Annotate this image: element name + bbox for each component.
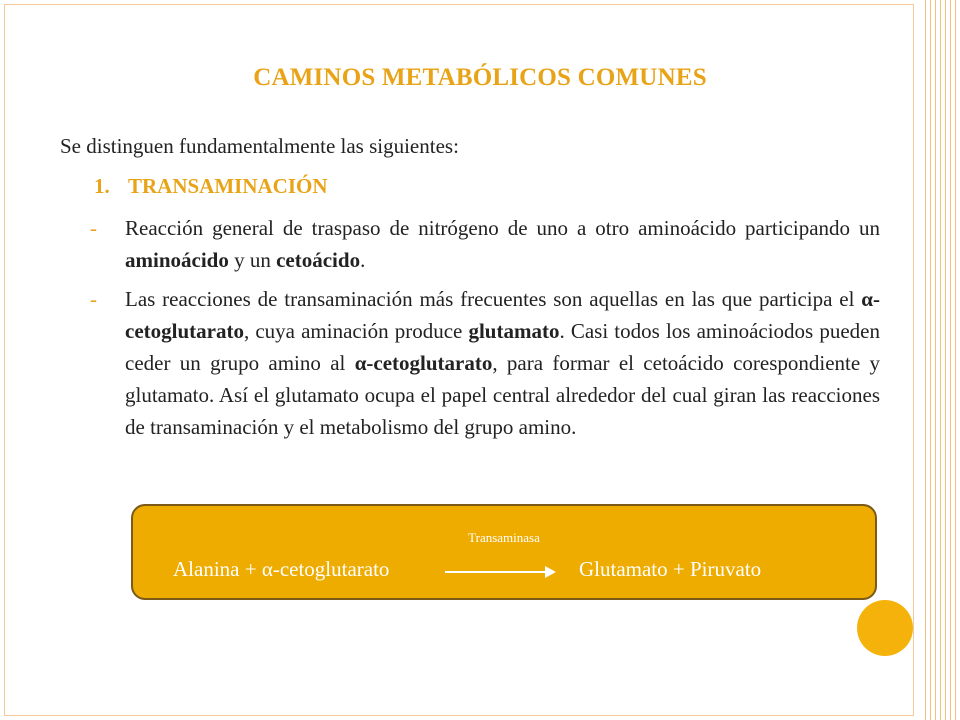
intro-text: Se distinguen fundamentalmente las siguientes: xyxy=(60,134,459,158)
slide-title: CAMINOS METABÓLICOS COMUNES xyxy=(253,64,707,91)
section-title: TRANSAMINACIÓN xyxy=(128,174,328,198)
section-number: 1. xyxy=(94,174,110,198)
bullet-dash: - xyxy=(90,216,97,240)
bullet-item xyxy=(90,283,880,443)
reactants-text: Alanina + α-cetoglutarato xyxy=(173,557,390,581)
term-aminoacido: aminoácido xyxy=(125,248,229,272)
reaction-box xyxy=(131,504,877,600)
decorative-stripes xyxy=(918,0,960,720)
reaction-arrow-icon xyxy=(445,562,557,582)
enzyme-label: Transaminasa xyxy=(468,530,540,545)
products-text: Glutamato + Piruvato xyxy=(579,557,762,581)
term-glutamato: glutamato xyxy=(468,319,560,343)
decorative-circle xyxy=(857,600,913,656)
term-alfa-cetoglutarato: α-cetoglutarato xyxy=(354,351,493,375)
bullet-text: Las reacciones de transaminación más frecuentes son aquellas en las que participa el α-cetoglutarato, cuya aminación produce glutamato. Casi todos los aminoáciodos pueden ceder un grupo amino al α-cetoglutarato, para formar el cetoácido corespondiente y glutamato. Así el glutamato ocupa el papel central alrededor del cual giran las reacciones de transaminación y el metabolismo del grupo amino. xyxy=(125,287,881,439)
bullet-text: Reacción general de traspaso de nitrógeno de uno a otro aminoácido participando un aminoácido y un cetoácido. xyxy=(125,216,880,272)
bullet-item xyxy=(90,212,880,276)
term-alfa-cetoglutarato: α-cetoglutarato xyxy=(125,287,880,343)
bullet-dash: - xyxy=(90,287,97,311)
term-cetoacido: cetoácido xyxy=(276,248,361,272)
section-heading xyxy=(94,174,328,199)
